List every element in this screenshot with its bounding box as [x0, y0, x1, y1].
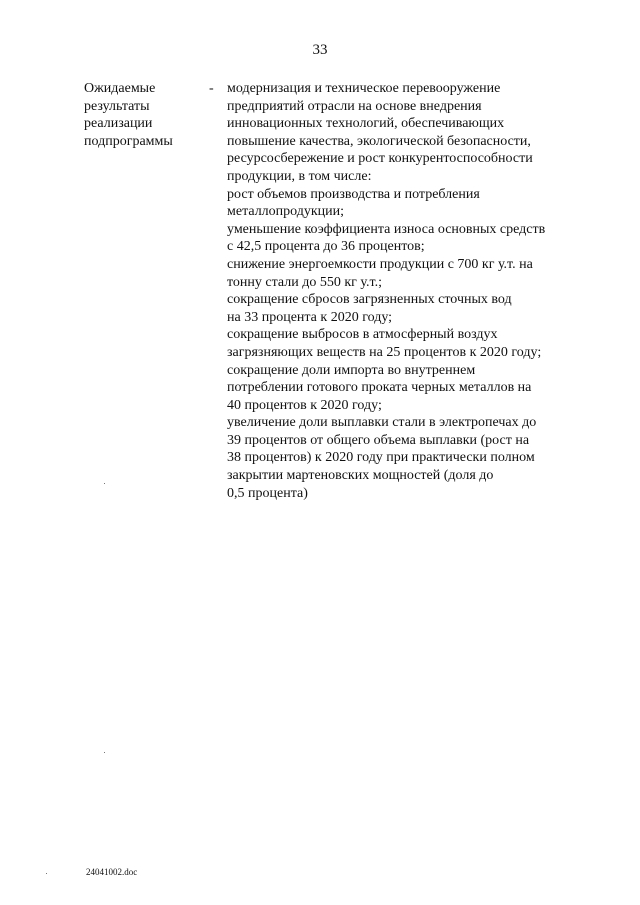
text-line: рост объемов производства и потребления — [227, 186, 480, 202]
section-label: Ожидаемые результаты реализации подпрограммы — [84, 81, 173, 149]
text-line: металлопродукции; — [227, 204, 345, 220]
text-line: инновационных технологий, обеспечивающих — [227, 116, 505, 132]
text-line: ресурсосбережение и рост конкурентоспособности — [227, 151, 533, 167]
text-line: повышение качества, экологической безопасности, — [227, 133, 531, 149]
text-line: потреблении готового проката черных металлов на — [227, 380, 532, 396]
text-line: продукции, в том числе: — [227, 168, 372, 184]
text-line: 38 процентов) к 2020 году при практически полном — [227, 450, 535, 466]
text-line: сокращение выбросов в атмосферный воздух — [227, 327, 498, 343]
scan-speck — [104, 483, 105, 484]
list-dash: - — [209, 81, 214, 96]
text-line: с 42,5 процента до 36 процентов; — [227, 239, 425, 255]
expected-results-text — [227, 80, 587, 502]
text-line: предприятий отрасли на основе внедрения — [227, 98, 482, 114]
text-line: закрытии мартеновских мощностей (доля до — [227, 468, 494, 484]
text-line: 0,5 процента) — [227, 485, 308, 501]
text-line: загрязняющих веществ на 25 процентов к 2020 году; — [227, 344, 542, 360]
text-line: 40 процентов к 2020 году; — [227, 397, 382, 413]
text-line: модернизация и техническое перевооружение — [227, 81, 501, 96]
page-number: 33 — [312, 42, 328, 58]
text-line: 39 процентов от общего объема выплавки (рост на — [227, 432, 530, 448]
scan-speck — [46, 873, 47, 874]
text-line: сокращение сбросов загрязненных сточных вод — [227, 292, 512, 308]
text-line: сокращение доли импорта во внутреннем — [227, 362, 476, 378]
text-line: на 33 процента к 2020 году; — [227, 309, 393, 325]
footer-filename: 24041002.doc — [86, 867, 138, 877]
text-line: тонну стали до 550 кг у.т.; — [227, 274, 382, 290]
text-line: увеличение доли выплавки стали в электропечах до — [227, 415, 537, 431]
text-line: снижение энергоемкости продукции с 700 кг у.т. на — [227, 256, 533, 272]
scan-speck — [104, 752, 105, 753]
text-line: уменьшение коэффициента износа основных средств — [227, 221, 546, 237]
